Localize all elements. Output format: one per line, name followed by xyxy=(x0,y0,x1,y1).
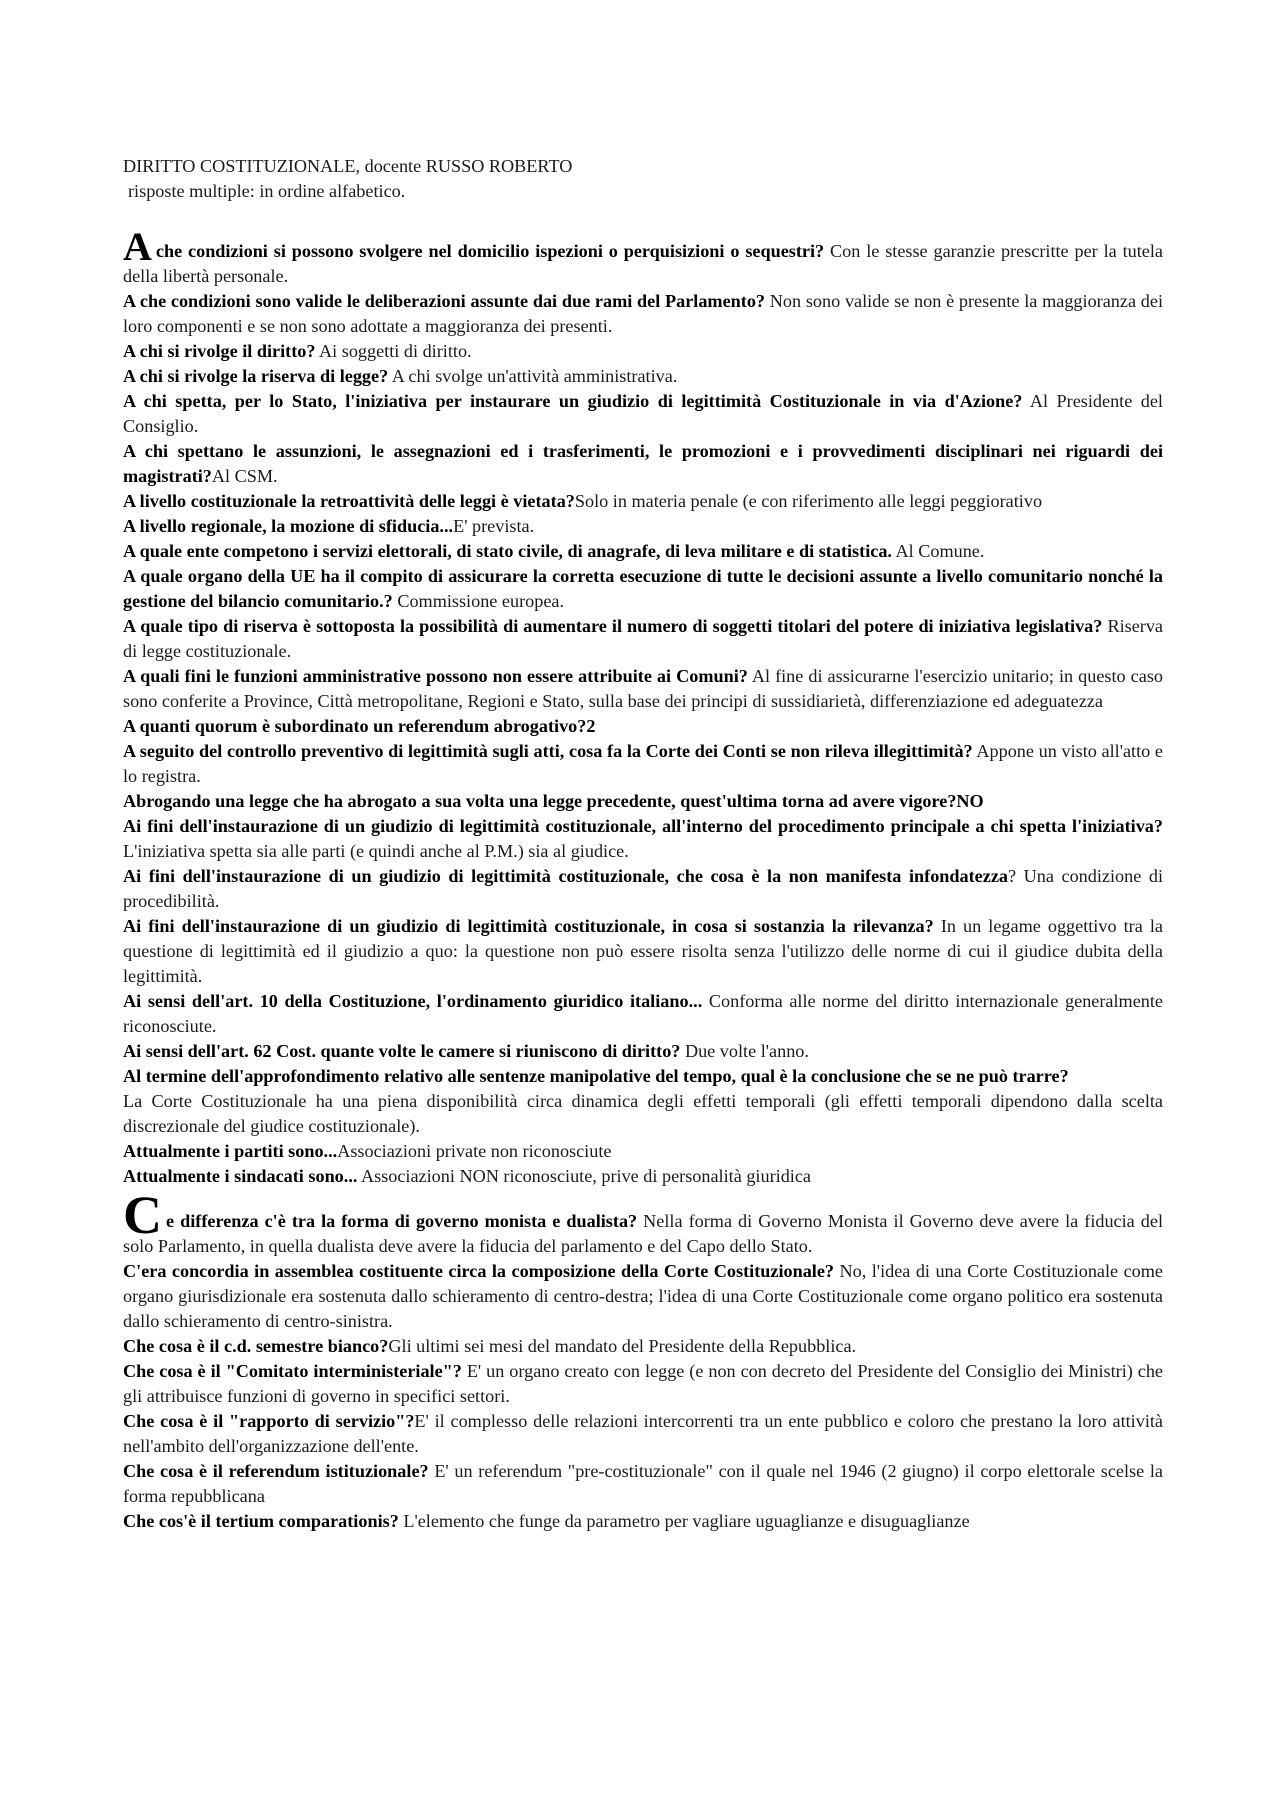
drop-cap-letter: C xyxy=(123,1185,162,1245)
answer-text: Non sono valide se non è presente la maggioranza dei loro componenti e se non sono adottate a maggioranza dei presenti. xyxy=(123,291,1163,336)
answer-text: ? Una condizione di procedibilità. xyxy=(123,866,1164,911)
qa-item xyxy=(123,564,1163,614)
question-text: C'era concordia in assemblea costituente circa la composizione della Corte Costituzionale? xyxy=(123,1261,835,1281)
answer-text: Nella forma di Governo Monista il Governo deve avere la fiducia del solo Parlamento, in quella dualista deve avere la fiducia del parlamento e del Capo dello Stato. xyxy=(123,1211,1164,1256)
question-text: Ai fini dell'instaurazione di un giudizio di legittimità costituzionale, che cosa è la non manifesta infondatezza xyxy=(123,866,1008,886)
qa-item xyxy=(123,789,1163,814)
qa-item xyxy=(123,614,1163,664)
answer-text: E' prevista. xyxy=(453,516,535,536)
answer-text: Conforma alle norme del diritto internazionale generalmente riconosciute. xyxy=(123,991,1163,1036)
qa-item xyxy=(123,1334,1163,1359)
qa-item xyxy=(123,439,1163,489)
qa-item xyxy=(123,1039,1163,1064)
answer-text: L'iniziativa spetta sia alle parti (e quindi anche al P.M.) sia al giudice. xyxy=(123,841,629,861)
qa-sections xyxy=(123,224,1164,1534)
question-text: Che cosa è il c.d. semestre bianco? xyxy=(123,1336,389,1356)
question-text: A quale organo della UE ha il compito di assicurare la corretta esecuzione di tutte le decisioni assunte a livello comunitario nonché la gestione del bilancio comunitario.? xyxy=(123,566,1163,611)
question-text: A livello costituzionale la retroattività delle leggi è vietata? xyxy=(123,491,575,511)
qa-item xyxy=(123,664,1163,714)
qa-item xyxy=(123,514,1163,539)
document-page xyxy=(123,154,1163,1534)
question-text: che condizioni si possono svolgere nel domicilio ispezioni o perquisizioni o sequestri? xyxy=(155,241,825,261)
qa-item xyxy=(123,864,1163,914)
qa-item xyxy=(123,224,1163,289)
qa-item xyxy=(123,989,1163,1039)
question-text: A livello regionale, la mozione di sfiducia... xyxy=(123,516,454,536)
drop-cap-letter: A xyxy=(123,224,152,269)
qa-item xyxy=(123,1164,1163,1189)
qa-item xyxy=(123,714,1163,739)
question-text: A chi si rivolge la riserva di legge? xyxy=(123,366,389,386)
question-text: Che cosa è il "Comitato interministeriale"? xyxy=(123,1361,462,1381)
question-text: Ai sensi dell'art. 62 Cost. quante volte le camere si riuniscono di diritto? xyxy=(123,1041,681,1061)
question-text: Attualmente i sindacati sono... xyxy=(123,1166,358,1186)
question-text: A quale tipo di riserva è sottoposta la possibilità di aumentare il numero di soggetti titolari del potere di iniziativa legislativa? xyxy=(123,616,1103,636)
qa-item xyxy=(123,1064,1163,1139)
answer-text: Al Comune. xyxy=(891,541,985,561)
answer-text: Appone un visto all'atto e lo registra. xyxy=(123,741,1163,786)
answer-text: E' un organo creato con legge (e non con decreto del Presidente del Consiglio dei Ministri) che gli attribuisce funzioni di governo in specifici settori. xyxy=(123,1361,1163,1406)
question-text: Ai fini dell'instaurazione di un giudizio di legittimità costituzionale, all'interno del procedimento principale a chi spetta l'iniziativa? xyxy=(123,816,1163,836)
answer-text: Due volte l'anno. xyxy=(680,1041,809,1061)
section-a xyxy=(123,224,1164,1189)
document-title: DIRITTO COSTITUZIONALE, docente RUSSO ROBERTO xyxy=(123,156,573,176)
qa-item xyxy=(123,489,1163,514)
answer-text: Al CSM. xyxy=(211,466,278,486)
qa-item xyxy=(123,1509,1163,1534)
qa-item xyxy=(123,1459,1163,1509)
answer-text: Associazioni NON riconosciute, prive di personalità giuridica xyxy=(357,1166,811,1186)
question-text: A quali fini le funzioni amministrative possono non essere attribuite ai Comuni? xyxy=(123,666,748,686)
question-text: Al termine dell'approfondimento relativo alle sentenze manipolative del tempo, qual è la conclusione che se ne può trarre? xyxy=(123,1066,1069,1086)
qa-item xyxy=(123,339,1163,364)
qa-item xyxy=(123,1259,1163,1334)
question-text: A chi si rivolge il diritto? xyxy=(123,341,316,361)
question-text: Che cos'è il tertium comparationis? xyxy=(123,1511,399,1531)
question-text: A chi spettano le assunzioni, le assegnazioni ed i trasferimenti, le promozioni e i provvedimenti disciplinari nei riguardi dei magistrati? xyxy=(123,441,1163,486)
qa-item xyxy=(123,1359,1163,1409)
section-c xyxy=(123,1185,1164,1534)
qa-item xyxy=(123,739,1163,789)
answer-text: Con le stesse garanzie prescritte per la tutela della libertà personale. xyxy=(123,241,1163,286)
qa-item xyxy=(123,814,1163,864)
question-text: A chi spetta, per lo Stato, l'iniziativa per instaurare un giudizio di legittimità Costituzionale in via d'Azione? xyxy=(123,391,1023,411)
qa-item xyxy=(123,539,1163,564)
question-text: e differenza c'è tra la forma di governo monista e dualista? xyxy=(166,1211,638,1231)
answer-text: A chi svolge un'attività amministrativa. xyxy=(388,366,678,386)
question-text: A quanti quorum è subordinato un referendum abrogativo?2 xyxy=(123,716,596,736)
question-text: A seguito del controllo preventivo di legittimità sugli atti, cosa fa la Corte dei Conti se non rileva illegittimità? xyxy=(123,741,973,761)
answer-text: Gli ultimi sei mesi del mandato del Presidente della Repubblica. xyxy=(388,1336,857,1356)
qa-item xyxy=(123,289,1163,339)
answer-text: Solo in materia penale (e con riferimento alle leggi peggiorativo xyxy=(574,491,1043,511)
question-text: A quale ente competono i servizi elettorali, di stato civile, di anagrafe, di leva militare e di statistica. xyxy=(123,541,892,561)
answer-text: In un legame oggettivo tra la questione di legittimità ed il giudizio a quo: la questione non può essere risolta senza l'utilizzo delle norme di cui il giudice dubita della legittimità. xyxy=(123,916,1163,986)
question-text: Ai sensi dell'art. 10 della Costituzione, l'ordinamento giuridico italiano... xyxy=(123,991,703,1011)
answer-text: Al fine di assicurarne l'esercizio unitario; in questo caso sono conferite a Province, Città metropolitane, Regioni e Stato, sulla base dei principi di sussidiarietà, differenziazione ed adeguatezza xyxy=(123,666,1163,711)
answer-text: Associazioni private non riconosciute xyxy=(337,1141,612,1161)
question-text: A che condizioni sono valide le deliberazioni assunte dai due rami del Parlamento? xyxy=(123,291,766,311)
answer-text: No, l'idea di una Corte Costituzionale come organo giurisdizionale era sostenuta dallo schieramento di centro-destra; l'idea di una Corte Costituzionale come organo politico era sostenuta dallo schieramento di centro-sinistra. xyxy=(123,1261,1163,1331)
qa-item xyxy=(123,389,1163,439)
answer-text: Riserva di legge costituzionale. xyxy=(123,616,1163,661)
question-text: Ai fini dell'instaurazione di un giudizio di legittimità costituzionale, in cosa si sostanzia la rilevanza? xyxy=(123,916,934,936)
answer-text: Commissione europea. xyxy=(392,591,565,611)
question-text: Che cosa è il referendum istituzionale? xyxy=(123,1461,429,1481)
answer-text: Ai soggetti di diritto. xyxy=(315,341,472,361)
question-text: Che cosa è il "rapporto di servizio"? xyxy=(123,1411,415,1431)
answer-text: Al Presidente del Consiglio. xyxy=(123,391,1163,436)
document-subtitle: risposte multiple: in ordine alfabetico. xyxy=(128,181,406,201)
spacer xyxy=(123,204,1163,232)
answer-text: E' un referendum "pre-costituzionale" con il quale nel 1946 (2 giugno) il corpo elettorale scelse la forma repubblicana xyxy=(123,1461,1164,1506)
answer-text: L'elemento che funge da parametro per vagliare uguaglianze e disuguaglianze xyxy=(398,1511,970,1531)
qa-item xyxy=(123,914,1163,989)
answer-block-text: La Corte Costituzionale ha una piena disponibilità circa dinamica degli effetti temporali (gli effetti temporali dipendono dalla scelta discrezionale del giudice costituzionale). xyxy=(123,1091,1163,1136)
qa-item xyxy=(123,364,1163,389)
question-text: Attualmente i partiti sono... xyxy=(123,1141,338,1161)
qa-item xyxy=(123,1139,1163,1164)
qa-item xyxy=(123,1185,1164,1259)
qa-item xyxy=(123,1409,1163,1459)
answer-text: E' il complesso delle relazioni intercorrenti tra un ente pubblico e coloro che prestano la loro attività nell'ambito dell'organizzazione dell'ente. xyxy=(123,1411,1163,1456)
question-text: Abrogando una legge che ha abrogato a sua volta una legge precedente, quest'ultima torna ad avere vigore?NO xyxy=(123,791,984,811)
